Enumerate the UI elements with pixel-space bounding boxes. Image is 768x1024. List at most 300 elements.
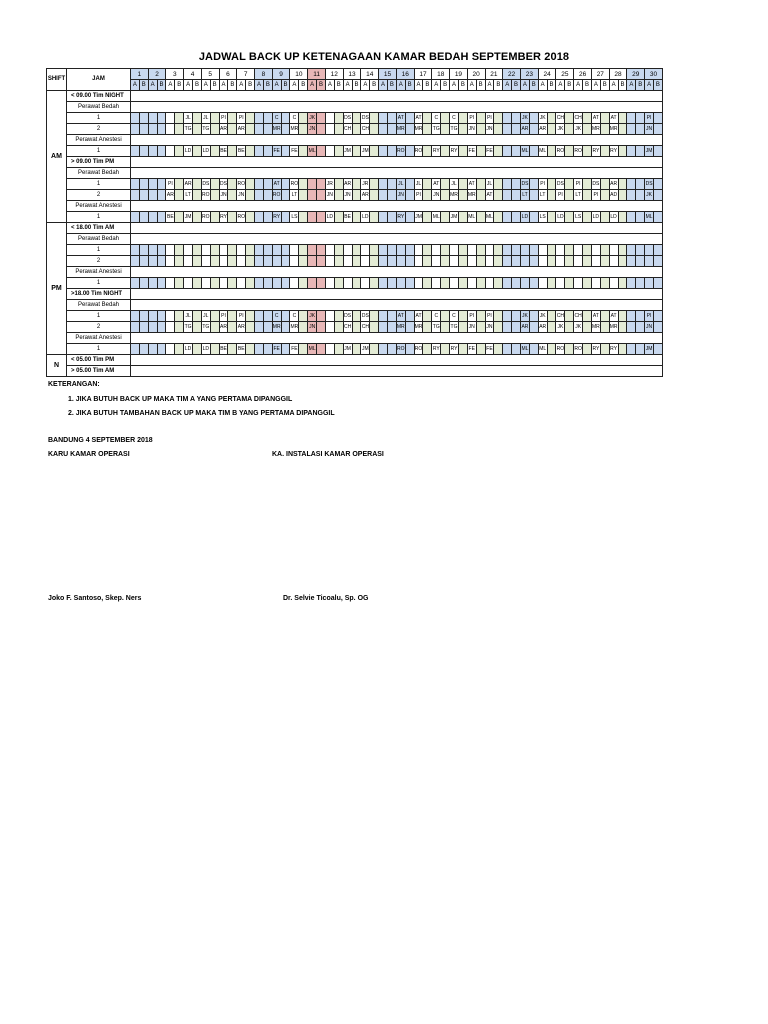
schedule-cell: MR bbox=[591, 322, 600, 333]
schedule-cell: C bbox=[432, 113, 441, 124]
schedule-cell: ML bbox=[521, 146, 530, 157]
day-header: 21 bbox=[485, 69, 503, 80]
schedule-cell: CH bbox=[343, 124, 352, 135]
schedule-cell: RO bbox=[414, 146, 423, 157]
schedule-cell bbox=[148, 146, 157, 157]
schedule-cell: MR bbox=[450, 190, 459, 201]
schedule-cell bbox=[281, 190, 290, 201]
schedule-cell bbox=[556, 245, 565, 256]
schedule-cell: JN bbox=[485, 322, 494, 333]
right-signatory-role: KA. INSTALASI KAMAR OPERASI bbox=[272, 451, 384, 458]
schedule-cell bbox=[512, 322, 521, 333]
schedule-cell bbox=[529, 245, 538, 256]
schedule-cell bbox=[654, 245, 663, 256]
schedule-cell: LD bbox=[609, 212, 618, 223]
schedule-cell bbox=[627, 256, 636, 267]
time-team-label: < 09.00 Tim NIGHT bbox=[67, 91, 131, 102]
schedule-cell bbox=[228, 124, 237, 135]
schedule-cell bbox=[370, 212, 379, 223]
schedule-cell bbox=[193, 256, 202, 267]
schedule-cell bbox=[458, 113, 467, 124]
schedule-cell: LD bbox=[201, 344, 210, 355]
schedule-cell: AT bbox=[609, 311, 618, 322]
schedule-cell bbox=[600, 124, 609, 135]
schedule-cell bbox=[157, 179, 166, 190]
schedule-cell bbox=[317, 245, 326, 256]
schedule-cell bbox=[157, 245, 166, 256]
schedule-cell bbox=[512, 256, 521, 267]
schedule-cell bbox=[565, 322, 574, 333]
schedule-cell: MR bbox=[609, 322, 618, 333]
slot-number: 1 bbox=[67, 113, 131, 124]
schedule-cell bbox=[308, 245, 317, 256]
schedule-cell bbox=[281, 146, 290, 157]
schedule-cell bbox=[263, 311, 272, 322]
schedule-cell bbox=[583, 212, 592, 223]
schedule-cell bbox=[299, 311, 308, 322]
schedule-cell: PI bbox=[485, 113, 494, 124]
schedule-cell bbox=[654, 179, 663, 190]
schedule-cell bbox=[556, 278, 565, 289]
team-header: B bbox=[281, 80, 290, 91]
slot-number: 2 bbox=[67, 190, 131, 201]
schedule-cell bbox=[547, 311, 556, 322]
schedule-cell bbox=[627, 245, 636, 256]
schedule-cell: RO bbox=[414, 344, 423, 355]
schedule-cell bbox=[627, 278, 636, 289]
day-header: 7 bbox=[237, 69, 255, 80]
schedule-cell: AR bbox=[361, 190, 370, 201]
schedule-cell: TG bbox=[450, 124, 459, 135]
schedule-cell bbox=[352, 212, 361, 223]
team-header: B bbox=[618, 80, 627, 91]
day-header: 13 bbox=[343, 69, 361, 80]
team-header: B bbox=[441, 80, 450, 91]
schedule-cell bbox=[308, 256, 317, 267]
schedule-cell bbox=[503, 124, 512, 135]
schedule-cell bbox=[538, 256, 547, 267]
schedule-cell: RY bbox=[396, 212, 405, 223]
schedule-cell bbox=[379, 113, 388, 124]
schedule-cell: LD bbox=[201, 146, 210, 157]
schedule-cell bbox=[370, 344, 379, 355]
schedule-cell bbox=[432, 278, 441, 289]
schedule-cell: RY bbox=[450, 146, 459, 157]
schedule-cell: JM bbox=[645, 344, 654, 355]
schedule-cell: AT bbox=[591, 113, 600, 124]
schedule-cell bbox=[387, 344, 396, 355]
schedule-cell bbox=[512, 113, 521, 124]
schedule-cell bbox=[618, 212, 627, 223]
schedule-cell bbox=[299, 212, 308, 223]
schedule-cell: PI bbox=[467, 311, 476, 322]
schedule-cell: ML bbox=[645, 212, 654, 223]
schedule-cell bbox=[299, 146, 308, 157]
schedule-cell: AR bbox=[343, 179, 352, 190]
schedule-cell bbox=[193, 344, 202, 355]
schedule-cell bbox=[494, 245, 503, 256]
schedule-cell bbox=[263, 124, 272, 135]
day-header: 16 bbox=[396, 69, 414, 80]
schedule-cell bbox=[343, 245, 352, 256]
schedule-cell bbox=[645, 245, 654, 256]
team-header: B bbox=[210, 80, 219, 91]
team-header: A bbox=[627, 80, 636, 91]
schedule-cell bbox=[396, 278, 405, 289]
schedule-cell bbox=[352, 124, 361, 135]
blank-row bbox=[131, 102, 663, 113]
schedule-cell bbox=[600, 179, 609, 190]
schedule-cell bbox=[583, 278, 592, 289]
schedule-cell: AR bbox=[219, 124, 228, 135]
schedule-cell bbox=[308, 179, 317, 190]
team-header: A bbox=[343, 80, 352, 91]
schedule-cell bbox=[423, 256, 432, 267]
day-header: 30 bbox=[645, 69, 663, 80]
schedule-cell bbox=[317, 278, 326, 289]
schedule-cell bbox=[131, 311, 140, 322]
schedule-cell: TG bbox=[450, 322, 459, 333]
day-header: 1 bbox=[131, 69, 149, 80]
schedule-cell: ML bbox=[432, 212, 441, 223]
schedule-cell bbox=[618, 179, 627, 190]
schedule-cell bbox=[166, 344, 175, 355]
team-header: A bbox=[485, 80, 494, 91]
schedule-cell bbox=[139, 344, 148, 355]
team-header: B bbox=[565, 80, 574, 91]
schedule-cell bbox=[512, 212, 521, 223]
schedule-cell: LD bbox=[184, 146, 193, 157]
schedule-cell bbox=[255, 146, 264, 157]
schedule-cell bbox=[334, 146, 343, 157]
schedule-cell bbox=[317, 190, 326, 201]
schedule-cell bbox=[414, 245, 423, 256]
schedule-cell bbox=[636, 146, 645, 157]
schedule-cell: LD bbox=[591, 212, 600, 223]
schedule-cell bbox=[405, 311, 414, 322]
schedule-cell: AR bbox=[521, 124, 530, 135]
team-header: B bbox=[654, 80, 663, 91]
schedule-cell bbox=[317, 113, 326, 124]
schedule-cell bbox=[627, 311, 636, 322]
schedule-cell bbox=[521, 256, 530, 267]
schedule-cell bbox=[237, 278, 246, 289]
schedule-cell: LS bbox=[538, 212, 547, 223]
schedule-cell bbox=[148, 179, 157, 190]
schedule-cell bbox=[405, 322, 414, 333]
schedule-cell bbox=[618, 311, 627, 322]
note-item-2: 2. JIKA BUTUH TAMBAHAN BACK UP MAKA TIM B YANG PERTAMA DIPANGGIL bbox=[68, 410, 335, 417]
schedule-cell bbox=[494, 322, 503, 333]
schedule-cell bbox=[352, 113, 361, 124]
schedule-cell bbox=[246, 278, 255, 289]
schedule-cell bbox=[325, 245, 334, 256]
schedule-cell: RO bbox=[237, 179, 246, 190]
schedule-cell bbox=[201, 278, 210, 289]
slot-number: 1 bbox=[67, 311, 131, 322]
time-team-label: >18.00 Tim NIGHT bbox=[67, 289, 131, 300]
schedule-cell bbox=[317, 311, 326, 322]
schedule-cell bbox=[255, 245, 264, 256]
schedule-cell: LT bbox=[538, 190, 547, 201]
schedule-cell bbox=[441, 322, 450, 333]
schedule-cell bbox=[334, 322, 343, 333]
schedule-cell bbox=[299, 179, 308, 190]
schedule-cell bbox=[139, 245, 148, 256]
schedule-cell bbox=[131, 322, 140, 333]
schedule-cell bbox=[512, 245, 521, 256]
team-header: B bbox=[458, 80, 467, 91]
schedule-cell bbox=[131, 124, 140, 135]
team-header: A bbox=[450, 80, 459, 91]
schedule-cell bbox=[370, 322, 379, 333]
schedule-cell bbox=[565, 245, 574, 256]
schedule-cell bbox=[645, 278, 654, 289]
schedule-cell bbox=[361, 278, 370, 289]
schedule-cell: TG bbox=[201, 124, 210, 135]
schedule-cell: JM bbox=[414, 212, 423, 223]
day-header: 3 bbox=[166, 69, 184, 80]
schedule-cell bbox=[583, 311, 592, 322]
schedule-cell bbox=[139, 124, 148, 135]
schedule-cell bbox=[441, 124, 450, 135]
schedule-cell bbox=[458, 245, 467, 256]
schedule-cell: MR bbox=[396, 322, 405, 333]
schedule-cell: JN bbox=[396, 190, 405, 201]
schedule-cell: JM bbox=[645, 146, 654, 157]
schedule-cell bbox=[396, 256, 405, 267]
schedule-cell: JK bbox=[521, 113, 530, 124]
schedule-cell bbox=[441, 113, 450, 124]
page-title: JADWAL BACK UP KETENAGAAN KAMAR BEDAH SEPTEMBER 2018 bbox=[198, 51, 570, 63]
schedule-cell: ML bbox=[308, 146, 317, 157]
schedule-cell: ML bbox=[485, 212, 494, 223]
schedule-cell bbox=[131, 212, 140, 223]
blank-row bbox=[131, 91, 663, 102]
schedule-cell: JM bbox=[184, 212, 193, 223]
schedule-cell: FE bbox=[290, 344, 299, 355]
schedule-cell bbox=[591, 245, 600, 256]
schedule-cell bbox=[521, 278, 530, 289]
schedule-cell bbox=[139, 311, 148, 322]
schedule-cell: C bbox=[290, 113, 299, 124]
schedule-cell bbox=[609, 245, 618, 256]
schedule-cell bbox=[414, 278, 423, 289]
schedule-cell bbox=[148, 278, 157, 289]
schedule-cell bbox=[627, 124, 636, 135]
schedule-cell bbox=[636, 344, 645, 355]
schedule-cell bbox=[157, 113, 166, 124]
schedule-cell bbox=[184, 256, 193, 267]
schedule-cell bbox=[609, 256, 618, 267]
schedule-cell bbox=[334, 190, 343, 201]
schedule-cell: PI bbox=[645, 113, 654, 124]
schedule-cell: TG bbox=[432, 124, 441, 135]
schedule-cell bbox=[148, 311, 157, 322]
schedule-cell bbox=[405, 113, 414, 124]
schedule-cell: RY bbox=[272, 212, 281, 223]
schedule-cell bbox=[157, 212, 166, 223]
day-header: 6 bbox=[219, 69, 237, 80]
day-header: 24 bbox=[538, 69, 556, 80]
team-header: B bbox=[405, 80, 414, 91]
schedule-cell bbox=[379, 190, 388, 201]
schedule-cell bbox=[547, 278, 556, 289]
schedule-cell: PI bbox=[219, 113, 228, 124]
role-label: Perawat Anestesi bbox=[67, 267, 131, 278]
schedule-cell bbox=[228, 311, 237, 322]
schedule-cell: AT bbox=[396, 311, 405, 322]
schedule-cell bbox=[157, 124, 166, 135]
schedule-cell: CH bbox=[556, 311, 565, 322]
schedule-cell: RY bbox=[219, 212, 228, 223]
schedule-cell bbox=[583, 113, 592, 124]
schedule-cell bbox=[193, 322, 202, 333]
time-team-label: > 05.00 Tim AM bbox=[67, 366, 131, 377]
schedule-cell: JK bbox=[556, 322, 565, 333]
blank-row bbox=[131, 168, 663, 179]
team-header: A bbox=[414, 80, 423, 91]
schedule-cell bbox=[494, 212, 503, 223]
schedule-cell: TG bbox=[184, 322, 193, 333]
schedule-cell bbox=[627, 113, 636, 124]
schedule-cell bbox=[547, 146, 556, 157]
schedule-cell bbox=[574, 256, 583, 267]
schedule-cell bbox=[636, 278, 645, 289]
schedule-cell bbox=[529, 278, 538, 289]
schedule-cell bbox=[618, 322, 627, 333]
schedule-cell: DS bbox=[521, 179, 530, 190]
team-header: B bbox=[387, 80, 396, 91]
schedule-cell bbox=[529, 146, 538, 157]
schedule-cell bbox=[317, 212, 326, 223]
team-header: B bbox=[600, 80, 609, 91]
schedule-cell: C bbox=[272, 113, 281, 124]
blank-row bbox=[131, 366, 663, 377]
schedule-cell: LD bbox=[184, 344, 193, 355]
schedule-cell bbox=[210, 212, 219, 223]
schedule-cell bbox=[618, 256, 627, 267]
role-label: Perawat Bedah bbox=[67, 234, 131, 245]
schedule-cell bbox=[600, 322, 609, 333]
schedule-cell: RY bbox=[591, 344, 600, 355]
schedule-cell bbox=[343, 278, 352, 289]
schedule-cell bbox=[494, 179, 503, 190]
schedule-cell bbox=[157, 278, 166, 289]
schedule-cell bbox=[547, 113, 556, 124]
schedule-cell bbox=[299, 256, 308, 267]
schedule-cell: CH bbox=[343, 322, 352, 333]
team-header: A bbox=[325, 80, 334, 91]
slot-number: 2 bbox=[67, 322, 131, 333]
schedule-cell bbox=[201, 245, 210, 256]
schedule-cell bbox=[166, 278, 175, 289]
slot-number: 1 bbox=[67, 212, 131, 223]
team-header: A bbox=[591, 80, 600, 91]
schedule-cell bbox=[476, 212, 485, 223]
schedule-cell bbox=[255, 322, 264, 333]
schedule-cell bbox=[193, 245, 202, 256]
schedule-cell bbox=[263, 146, 272, 157]
schedule-cell: FE bbox=[290, 146, 299, 157]
schedule-cell bbox=[476, 179, 485, 190]
schedule-cell bbox=[503, 179, 512, 190]
schedule-cell: TG bbox=[184, 124, 193, 135]
schedule-cell: BE bbox=[219, 146, 228, 157]
schedule-cell bbox=[458, 190, 467, 201]
schedule-cell bbox=[334, 113, 343, 124]
schedule-cell bbox=[405, 212, 414, 223]
schedule-cell bbox=[263, 245, 272, 256]
schedule-cell bbox=[219, 278, 228, 289]
schedule-cell bbox=[263, 190, 272, 201]
schedule-cell bbox=[325, 146, 334, 157]
schedule-cell: AT bbox=[414, 113, 423, 124]
role-label: Perawat Anestesi bbox=[67, 201, 131, 212]
team-header: B bbox=[529, 80, 538, 91]
team-header: B bbox=[175, 80, 184, 91]
schedule-cell bbox=[379, 322, 388, 333]
schedule-cell bbox=[219, 245, 228, 256]
schedule-cell: LT bbox=[290, 190, 299, 201]
schedule-cell bbox=[246, 190, 255, 201]
schedule-cell bbox=[334, 245, 343, 256]
schedule-cell bbox=[441, 212, 450, 223]
schedule-cell: FE bbox=[467, 344, 476, 355]
schedule-cell: LS bbox=[574, 212, 583, 223]
schedule-cell bbox=[210, 278, 219, 289]
schedule-cell bbox=[308, 190, 317, 201]
schedule-cell bbox=[387, 146, 396, 157]
schedule-cell: C bbox=[432, 311, 441, 322]
day-header: 20 bbox=[467, 69, 485, 80]
schedule-cell bbox=[281, 322, 290, 333]
schedule-cell: LD bbox=[361, 212, 370, 223]
schedule-cell bbox=[405, 124, 414, 135]
schedule-cell bbox=[636, 311, 645, 322]
schedule-cell bbox=[131, 278, 140, 289]
schedule-cell bbox=[246, 124, 255, 135]
schedule-cell bbox=[387, 212, 396, 223]
team-header: B bbox=[246, 80, 255, 91]
team-header: B bbox=[423, 80, 432, 91]
schedule-cell: JN bbox=[308, 124, 317, 135]
schedule-cell bbox=[281, 344, 290, 355]
schedule-cell bbox=[494, 190, 503, 201]
day-header: 4 bbox=[184, 69, 202, 80]
schedule-cell bbox=[299, 124, 308, 135]
schedule-cell bbox=[503, 190, 512, 201]
schedule-cell: BE bbox=[219, 344, 228, 355]
note-item-1: 1. JIKA BUTUH BACK UP MAKA TIM A YANG PERTAMA DIPANGGIL bbox=[68, 396, 293, 403]
schedule-cell bbox=[379, 256, 388, 267]
schedule-cell: DS bbox=[219, 179, 228, 190]
schedule-cell: JN bbox=[308, 322, 317, 333]
schedule-cell: DS bbox=[343, 311, 352, 322]
schedule-cell: MR bbox=[609, 124, 618, 135]
schedule-cell bbox=[228, 113, 237, 124]
schedule-cell bbox=[317, 146, 326, 157]
team-header: B bbox=[334, 80, 343, 91]
schedule-cell bbox=[370, 124, 379, 135]
schedule-cell bbox=[405, 278, 414, 289]
schedule-cell bbox=[255, 179, 264, 190]
schedule-cell bbox=[654, 113, 663, 124]
schedule-cell bbox=[494, 146, 503, 157]
schedule-cell: JN bbox=[219, 190, 228, 201]
schedule-cell bbox=[458, 278, 467, 289]
day-header: 17 bbox=[414, 69, 432, 80]
